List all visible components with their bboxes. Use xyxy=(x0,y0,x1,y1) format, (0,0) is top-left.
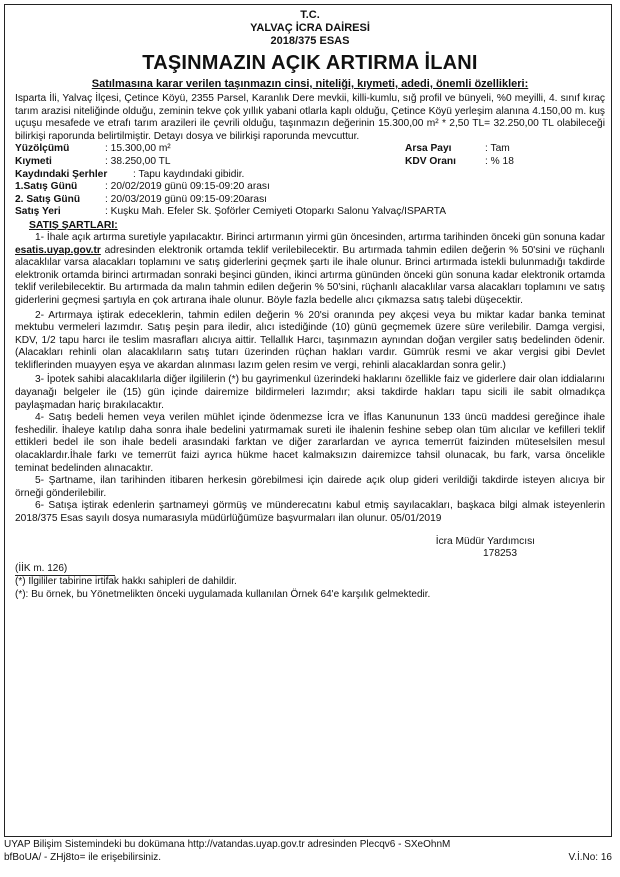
property-description: Isparta İli, Yalvaç İlçesi, Çetince Köyü, 2355 Parsel, Karanlık Dere mevkii, killi-kumlu, sığ profil ve bünyeli, %0 meyilli, 4. sınıf kıraç tarım arazisi niteliğinde olduğu, zeminin tekve çok yıllık yabani otlarla kaplı olduğu, Çetince Köyü yerleşim alanına 4.150,00 m. kuş uçuşu mesafede ve etrafı tarım arazileri ile çevrili olduğu, taşınmazın değerinin 15.300,00 m² * 2,50 TL= 32.250,00 TL olabileceği bilirkişi raporunda belirtilmiştir. Detayı dosya ve bilirkişi raporunda mevcuttur. xyxy=(15,93,605,142)
vat-label: KDV Oranı xyxy=(405,155,456,167)
notice-frame xyxy=(4,4,612,837)
condition-6: 6- Satışa iştirak edenlerin şartnameyi görmüş ve münderecatını kabul etmiş sayılacakları, başkaca bilgi almak isteyenlerin 2018/375 Esas sayılı dosya numarasıyla müdürlüğümüze başvurmaları ilan olunur. 05/01/2019 xyxy=(15,500,605,524)
condition-2: 2- Artırmaya iştirak edeceklerin, tahmin edilen değerin % 20'si oranında pey akçesi veya bu miktar kadar banka teminat mektubu vermeleri lazımdır. Satış peşin para iledir, alıcı istediğinde (10) günü geçmemek üzere süre verilebilir. Damga vergisi, KDV, 1/2 tapu harcı ile teslim masrafları alıcıya aittir. Tellallık Harcı, taşınmazın aynından doğan vergiler satış bedelinden ödenir. (Alacakları rehinli olan alacaklıların satış tutarı üzerinden rüçhan hakları vardır. Gümrük resmi ve akar vergisi gibi Devlet tekliflerinden muayyen eşya ve akardan alınması lazım gelen resim ve vergi, rehinli alacaklardan sonra gelir.) xyxy=(15,309,605,371)
sale2-label: 2. Satış Günü xyxy=(15,193,81,205)
signature-number: 178253 xyxy=(483,548,517,560)
uyap-line-1: UYAP Bilişim Sistemindeki bu dokümana http://vatandas.uyap.gov.tr adresinden Plecqv6 - SXeOhnM xyxy=(4,839,451,850)
signature-title: İcra Müdür Yardımcısı xyxy=(435,535,535,547)
notice-subtitle: Satılmasına karar verilen taşınmazın cinsi, niteliği, kıymeti, adedi, önemli özellikleri: xyxy=(91,78,529,90)
notice-body xyxy=(15,9,605,602)
uyap-line-2 xyxy=(4,851,612,864)
sale1-value: : 20/02/2019 günü 09:15-09:20 arası xyxy=(105,181,270,193)
legal-reference: (İİK m. 126) xyxy=(15,562,68,574)
share-label: Arsa Payı xyxy=(405,143,452,155)
condition-1-part-a: 1- İhale açık artırma suretiyle yapılacaktır. Birinci artırmanın yirmi gün öncesinden, artırma tarihinden önceki gün sonuna kadar xyxy=(35,231,605,243)
place-value: : Kuşku Mah. Efeler Sk. Şoförler Cemiyeti Otoparkı Salonu Yalvaç/ISPARTA xyxy=(105,206,447,218)
condition-1 xyxy=(15,232,605,308)
header-case-number: 2018/375 ESAS xyxy=(270,35,350,47)
condition-5: 5- Şartname, ilan tarihinden itibaren herkesin görebilmesi için dairede açık olup gideri verildiği takdirde isteyen alıcıya bir örneği gönderilebilir. xyxy=(15,475,605,499)
condition-3: 3- İpotek sahibi alacaklılarla diğer ilgililerin (*) bu gayrimenkul üzerindeki haklarını özellikle faiz ve giderlere dair olan iddialarını dayanağı belgeler ile (15) gün içinde dairemize bildirmeleri lazımdır; aksi takdirde hakları tapu sicili ile sabit olmadıkça paylaşmadan hariç bırakılacaktır. xyxy=(15,374,605,411)
sale1-label: 1.Satış Günü xyxy=(15,181,78,193)
field-row-lien xyxy=(15,169,605,182)
area-value: : 15.300,00 m² xyxy=(105,143,171,155)
header-tc: T.C. xyxy=(300,9,320,21)
footnote-1: (*) İlgililer tabirine irtifak hakkı sahipleri de dahildir. xyxy=(15,576,237,588)
field-row-value xyxy=(15,156,605,169)
value-label: Kıymeti xyxy=(15,155,52,167)
sale2-value: : 20/03/2019 günü 09:15-09:20arası xyxy=(105,193,268,205)
footnote-2: (*): Bu örnek, bu Yönetmelikten önceki uygulamada kullanılan Örnek 64'e karşılık gelmektedir. xyxy=(15,588,431,600)
uyap-access-info xyxy=(4,838,612,864)
place-label: Satış Yeri xyxy=(15,206,61,218)
conditions-title: SATIŞ ŞARTLARI: xyxy=(29,219,118,231)
field-row-area xyxy=(15,143,605,156)
field-row-sale2 xyxy=(15,194,605,207)
share-value: : Tam xyxy=(485,143,510,155)
condition-1-part-b: adresinden elektronik ortamda teklif verilebilecektir. Bu artırmada tahmin edilen değerin % 50'sini ve rüçhanlı alacaklılar varsa alacakları toplamını ve satış giderlerini geçmek şartı ile ihale olunur. Brinci artırmada istekli bulunmadığı takdirde elektronik ortamda birinci artırmadan sonraki beşinci günden, ikinci artırma gününden önceki gün sonuna kadar elektronik ortamda teklif verilebilecektir. Bu artırmada da malın tahmin edilen değerin % 50'sini, rüçhanlı alacaklılar varsa alacakları toplamını ve satış giderlerini geçmesi şartıyla en çok artırana ihale olunur. Böyle fazla bedelle alıcı çıkmazsa satış talebi düşecektir. xyxy=(15,244,605,306)
vi-number: V.İ.No: 16 xyxy=(568,852,612,863)
condition-4: 4- Satış bedeli hemen veya verilen mühlet içinde ödenmezse İcra ve İflas Kanununun 133 üncü maddesi gereğince ihale feshedilir. İhaleye katılıp daha sonra ihale bedelini yatırmamak sureti ile ihalenin feshine sebep olan tüm alıcılar ve kefilleri teklif ettikleri bedel ile son ihale bedeli arasındaki farktan ve diğer zararlardan ve ayrıca temerrüt faizinden müteselsilen mesul olacaklardır.İhale farkı ve temerrüt faizi ayrıca hükme hacet kalmaksızın dairemizce tahsil olunacak, bu fark, varsa öncelikle teminat bedelinden alınacaktır. xyxy=(15,412,605,474)
field-row-sale1 xyxy=(15,181,605,194)
field-row-place xyxy=(15,206,605,219)
uyap-access-code: bfBoUA/ - ZHj8to= ile erişebilirsiniz. xyxy=(4,852,161,863)
lien-value: : Tapu kaydındaki gibidir. xyxy=(133,168,245,180)
lien-label: Kaydındaki Şerhler xyxy=(15,168,108,180)
value-value: : 38.250,00 TL xyxy=(105,155,171,167)
vat-value: : % 18 xyxy=(485,155,514,167)
signature-block xyxy=(15,536,605,561)
area-label: Yüzölçümü xyxy=(15,143,70,155)
esatis-link[interactable]: esatis.uyap.gov.tr xyxy=(15,244,101,256)
notice-title: TAŞINMAZIN AÇIK ARTIRMA İLANI xyxy=(142,52,478,74)
header-office: YALVAÇ İCRA DAİRESİ xyxy=(250,22,370,34)
